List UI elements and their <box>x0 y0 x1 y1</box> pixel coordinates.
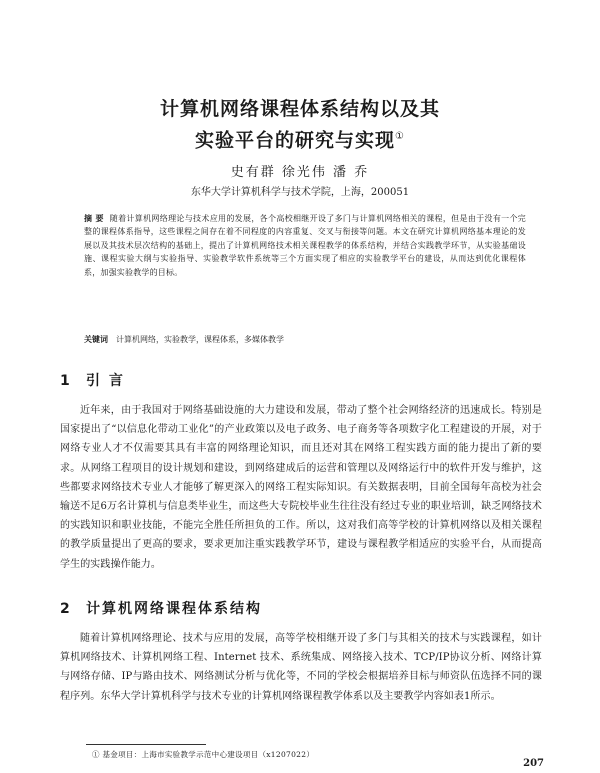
title-line-2-text: 实验平台的研究与实现 <box>195 129 396 152</box>
section-number: 1 <box>60 373 72 389</box>
section-title: 计算机网络课程体系结构 <box>86 601 262 617</box>
title-line-1: 计算机网络课程体系结构以及其 <box>159 98 440 120</box>
abstract <box>84 212 526 279</box>
author-list: 史有群 徐光伟 潘 乔 <box>230 165 370 180</box>
title-footnote-mark: ① <box>395 131 405 142</box>
abstract-label: 摘 要 <box>84 213 104 223</box>
abstract-text: 随着计算机网络理论与技术应用的发展，各个高校相继开设了多门与计算机网络相关的课程，但是由于没有一个完整的课程体系指导，这些课程之间存在着不同程度的内容重复、交叉与衔接等问题。本文在研究计算机网络基本理论的发展以及其技术层次结构的基础上，提出了计算机网络技术相关课程教学的体系结构，并结合实践教学环节，从实验基础设施、课程实验大纲与实验指导、实验教学软件系统等三个方面实现了相应的实验教学平台的建设，从而达到优化课程体系，加强实验教学的目标。 <box>84 214 527 277</box>
section-heading-curriculum <box>60 598 262 618</box>
section-title: 引 言 <box>86 373 125 389</box>
keywords-text: 计算机网络，实验教学，课程体系，多媒体教学 <box>116 335 284 344</box>
author-affiliation: 东华大学计算机科学与技术学院，上海，200051 <box>190 187 410 198</box>
section-heading-introduction <box>60 370 125 390</box>
footnote: ① 基金项目：上海市实验教学示范中心建设项目（x1207022） <box>92 750 315 759</box>
section-body-introduction: 近年来，由于我国对于网络基础设施的大力建设和发展，带动了整个社会网络经济的迅速成长。特别是国家提出了“以信息化带动工业化”的产业政策以及电子政务、电子商务等各项数字化工程建设的开展，对于网络专业人才不仅需要其具有丰富的网络理论知识，而且还对其在网络工程实践方面的能力提出了新的要求。从网络工程项目的设计规划和建设，到网络建成后的运营和管理以及网络运行中的软件开发与维护，这些都要求网络技术专业人才能够了解更深入的网络工程实际知识。有关数据表明，目前全国每年高校为社会输送不足6万名计算机与信息类毕业生，而这些大专院校毕业生往往没有经过专业的职业培训，缺乏网络技术的实践知识和职业技能，不能完全胜任所担负的工作。所以，这对我们高等学校的计算机网络以及相关课程的教学质量提出了更高的要求，要求更加注重实践教学环节，建设与课程教学相适应的实验平台，从而提高学生的实践操作能力。 <box>60 405 542 570</box>
title-line-2 <box>60 123 540 154</box>
section-body-curriculum: 随着计算机网络理论、技术与应用的发展，高等学校相继开设了多门与其相关的技术与实践课程，如计算机网络技术、计算机网络工程、Internet 技术、系统集成、网络接入技术、TCP/IP协议分析、网络计算与网络存储、IP与路由技术、网络测试分析与优化等，不同的学校会根据培养目标与师资队伍选择不同的课程序列。东华大学计算机科学与技术专业的计算机网络课程教学体系以及主要教学内容如表1所示。 <box>60 633 542 702</box>
paper-title <box>60 96 540 154</box>
keywords-label: 关键词 <box>84 334 108 344</box>
keywords <box>84 333 526 346</box>
section-number: 2 <box>60 601 72 617</box>
page-number: 207 <box>523 758 544 769</box>
footnote-divider <box>86 744 206 745</box>
